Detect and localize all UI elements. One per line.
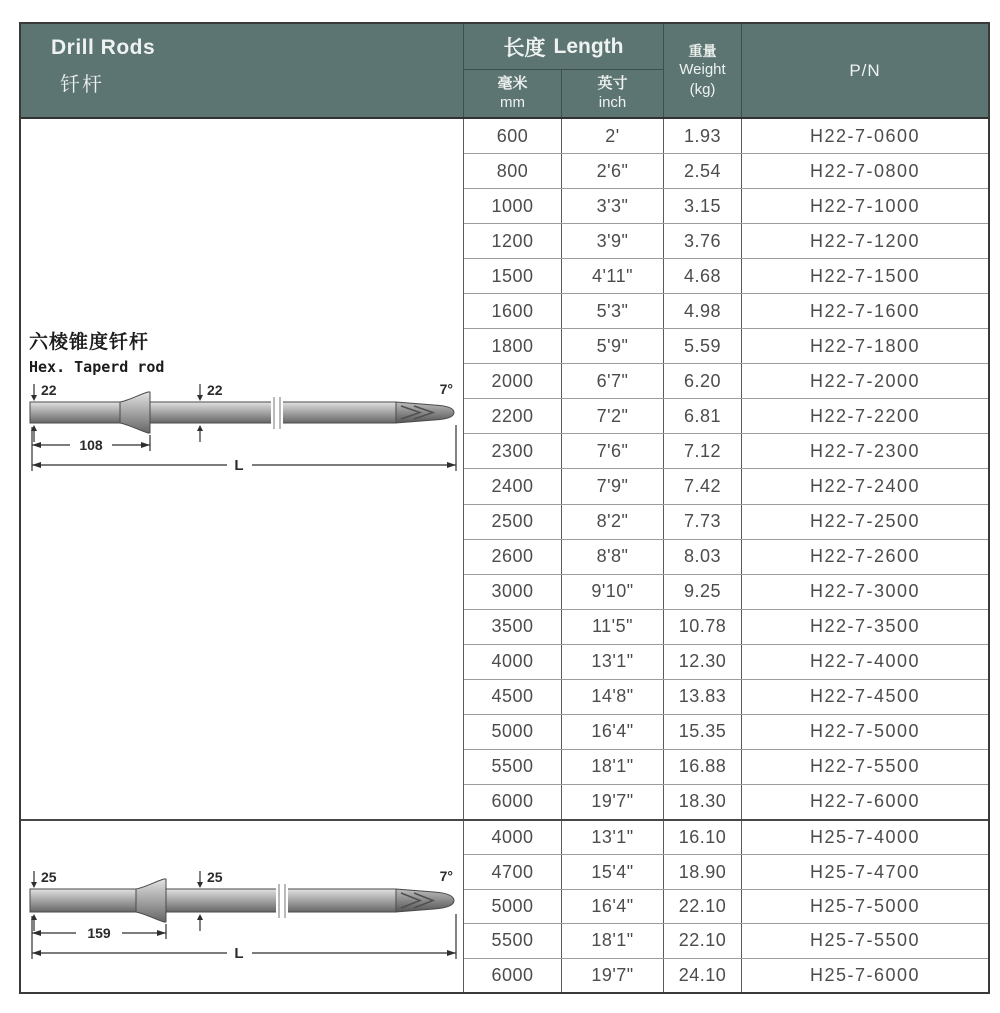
cell-pn: H22-7-1600: [809, 300, 921, 321]
header-cell-pn: [742, 24, 988, 117]
cell-mm: 2000: [464, 364, 562, 398]
rod-tip: [396, 402, 454, 423]
cell-mm: 1000: [464, 189, 562, 223]
table-row: [464, 715, 988, 750]
cell-pn: H22-7-1500: [809, 265, 921, 286]
cell-mm: 3500: [464, 610, 562, 644]
cell-pn: H22-7-3500: [809, 616, 921, 637]
cell-mm: 2300: [464, 434, 562, 468]
cell-pn: H22-7-2500: [809, 511, 921, 532]
cell-pn: H25-7-5500: [809, 930, 921, 951]
cell-inch: 6'7": [562, 364, 664, 398]
cell-pn: H22-7-4000: [809, 651, 921, 672]
table-row: [464, 821, 988, 855]
cell-mm: 1200: [464, 224, 562, 258]
cell-weight: 22.10: [664, 924, 742, 957]
table-row: [464, 540, 988, 575]
dia-label-2: 25: [207, 869, 223, 885]
cell-weight: 7.42: [664, 469, 742, 503]
dia-label-2: 22: [207, 382, 223, 398]
product-title-zh: 钎杆: [60, 74, 104, 96]
shank-length-label: 108: [79, 437, 103, 453]
table-row: [464, 855, 988, 889]
table-row: [464, 890, 988, 924]
section-h22: [21, 119, 988, 819]
cell-weight: 9.25: [664, 575, 742, 609]
cell-weight: 1.93: [664, 119, 742, 153]
rows-h22: [464, 119, 988, 819]
table-row: [464, 645, 988, 680]
table-row: [464, 575, 988, 610]
table-row: [464, 399, 988, 434]
cell-weight: 3.76: [664, 224, 742, 258]
cell-inch: 15'4": [562, 855, 664, 888]
cell-inch: 8'8": [562, 540, 664, 574]
cell-pn: H25-7-6000: [809, 964, 921, 985]
weight-label-en: Weight: [679, 61, 726, 79]
cell-weight: 4.98: [664, 294, 742, 328]
header-cell-length-group: [464, 24, 664, 117]
cell-mm: 6000: [464, 785, 562, 819]
cell-pn: H22-7-1800: [809, 335, 921, 356]
length-label-en: Length: [553, 34, 624, 58]
cell-weight: 18.90: [664, 855, 742, 888]
cell-inch: 13'1": [562, 821, 664, 854]
cell-mm: 5500: [464, 750, 562, 784]
rod-collar: [136, 879, 166, 922]
dia-label-1: 22: [41, 382, 57, 398]
cell-weight: 15.35: [664, 715, 742, 749]
cell-mm: 5000: [464, 890, 562, 923]
total-length-label: L: [234, 945, 244, 962]
cell-mm: 1600: [464, 294, 562, 328]
cell-pn: H25-7-4700: [809, 861, 921, 882]
cell-pn: H22-7-4500: [809, 686, 921, 707]
cell-weight: 8.03: [664, 540, 742, 574]
cell-inch: 19'7": [562, 785, 664, 819]
table-row: [464, 224, 988, 259]
weight-label-zh: 重量: [688, 42, 717, 59]
cell-pn: H22-7-0600: [809, 125, 921, 146]
cell-mm: 800: [464, 154, 562, 188]
cell-weight: 3.15: [664, 189, 742, 223]
cell-mm: 2600: [464, 540, 562, 574]
cell-pn: H22-7-1200: [809, 230, 921, 251]
table-row: [464, 364, 988, 399]
table-header: [21, 24, 988, 119]
cell-weight: 12.30: [664, 645, 742, 679]
cell-pn: H22-7-3000: [809, 581, 921, 602]
cell-mm: 4000: [464, 645, 562, 679]
dimension-arrows: [32, 384, 456, 471]
cell-weight: 7.73: [664, 505, 742, 539]
pn-label: P/N: [849, 60, 881, 80]
break-gap: [271, 397, 283, 429]
cell-mm: 600: [464, 119, 562, 153]
cell-pn: H25-7-4000: [809, 827, 921, 848]
table-row: [464, 924, 988, 958]
cell-mm: 3000: [464, 575, 562, 609]
cell-weight: 24.10: [664, 959, 742, 992]
cell-weight: 16.88: [664, 750, 742, 784]
inch-label-en: inch: [598, 93, 627, 111]
cell-inch: 13'1": [562, 645, 664, 679]
header-cell-mm: [464, 70, 562, 117]
dia-label-1: 25: [41, 869, 57, 885]
table-row: [464, 505, 988, 540]
cell-inch: 19'7": [562, 959, 664, 992]
cell-pn: H22-7-2200: [809, 405, 921, 426]
total-length-label: L: [234, 457, 244, 474]
weight-unit-label: (kg): [689, 80, 716, 98]
cell-weight: 5.59: [664, 329, 742, 363]
table-row: [464, 750, 988, 785]
cell-mm: 6000: [464, 959, 562, 992]
cell-weight: 2.54: [664, 154, 742, 188]
dimension-arrows: [32, 871, 456, 959]
table-row: [464, 959, 988, 992]
cell-inch: 5'3": [562, 294, 664, 328]
cell-pn: H22-7-2000: [809, 370, 921, 391]
cell-mm: 2200: [464, 399, 562, 433]
cell-mm: 1800: [464, 329, 562, 363]
taper-angle-label: 7°: [439, 869, 453, 884]
header-cell-weight: [664, 24, 742, 117]
table-row: [464, 329, 988, 364]
cell-inch: 3'9": [562, 224, 664, 258]
header-cell-inch: [562, 70, 663, 117]
cell-inch: 18'1": [562, 750, 664, 784]
rows-h25: [464, 821, 988, 992]
header-length-subrow: [464, 70, 663, 117]
cell-weight: 6.20: [664, 364, 742, 398]
cell-inch: 4'11": [562, 259, 664, 293]
shank-length-label: 159: [87, 925, 111, 941]
section-h25: [21, 819, 988, 992]
rod-diagram-h25: [24, 869, 460, 964]
table-row: [464, 680, 988, 715]
cell-pn: H22-7-5000: [809, 721, 921, 742]
cell-inch: 2'6": [562, 154, 664, 188]
rod-shank: [30, 402, 120, 423]
drill-rods-spec-table: [19, 22, 990, 994]
cell-mm: 2400: [464, 469, 562, 503]
cell-inch: 7'9": [562, 469, 664, 503]
cell-pn: H22-7-5500: [809, 756, 921, 777]
header-length-title: [464, 24, 663, 70]
rod-collar: [120, 392, 150, 433]
table-row: [464, 785, 988, 819]
table-row: [464, 469, 988, 504]
cell-pn: H22-7-2400: [809, 475, 921, 496]
cell-inch: 11'5": [562, 610, 664, 644]
cell-mm: 5500: [464, 924, 562, 957]
rod-shank: [30, 889, 136, 912]
mm-label-zh: 毫米: [497, 74, 528, 92]
table-row: [464, 610, 988, 645]
cell-weight: 16.10: [664, 821, 742, 854]
cell-pn: H22-7-6000: [809, 791, 921, 812]
cell-weight: 7.12: [664, 434, 742, 468]
cell-inch: 3'3": [562, 189, 664, 223]
cell-mm: 4500: [464, 680, 562, 714]
cell-weight: 22.10: [664, 890, 742, 923]
cell-weight: 6.81: [664, 399, 742, 433]
cell-pn: H25-7-5000: [809, 896, 921, 917]
illustration-cell-h25: [21, 821, 464, 992]
table-row: [464, 294, 988, 329]
table-row: [464, 154, 988, 189]
cell-inch: 16'4": [562, 890, 664, 923]
table-row: [464, 119, 988, 154]
product-type-zh: 六棱锥度钎杆: [29, 332, 150, 353]
rod-tip: [396, 889, 454, 912]
cell-weight: 10.78: [664, 610, 742, 644]
cell-inch: 2': [562, 119, 664, 153]
table-row: [464, 434, 988, 469]
cell-inch: 7'2": [562, 399, 664, 433]
cell-pn: H22-7-2300: [809, 440, 921, 461]
cell-inch: 5'9": [562, 329, 664, 363]
mm-label-en: mm: [500, 93, 525, 111]
cell-mm: 4000: [464, 821, 562, 854]
cell-mm: 5000: [464, 715, 562, 749]
table-row: [464, 259, 988, 294]
header-cell-product: [21, 24, 464, 117]
rod-diagram-h22: [24, 381, 460, 476]
product-type-label: [29, 327, 164, 376]
product-title-en: Drill Rods: [51, 36, 156, 59]
cell-inch: 18'1": [562, 924, 664, 957]
inch-label-zh: 英寸: [597, 74, 628, 92]
cell-inch: 16'4": [562, 715, 664, 749]
cell-pn: H22-7-2600: [809, 546, 921, 567]
illustration-cell-h22: [21, 119, 464, 819]
cell-weight: 13.83: [664, 680, 742, 714]
cell-inch: 7'6": [562, 434, 664, 468]
taper-angle-label: 7°: [439, 381, 453, 397]
cell-mm: 2500: [464, 505, 562, 539]
product-type-en: Hex. Taperd rod: [29, 358, 165, 376]
cell-pn: H22-7-0800: [809, 160, 921, 181]
cell-weight: 18.30: [664, 785, 742, 819]
cell-mm: 4700: [464, 855, 562, 888]
table-row: [464, 189, 988, 224]
cell-inch: 14'8": [562, 680, 664, 714]
cell-inch: 8'2": [562, 505, 664, 539]
length-label-zh: 长度: [503, 36, 546, 60]
break-gap: [276, 884, 288, 918]
cell-pn: H22-7-1000: [809, 195, 921, 216]
cell-mm: 1500: [464, 259, 562, 293]
cell-inch: 9'10": [562, 575, 664, 609]
cell-weight: 4.68: [664, 259, 742, 293]
